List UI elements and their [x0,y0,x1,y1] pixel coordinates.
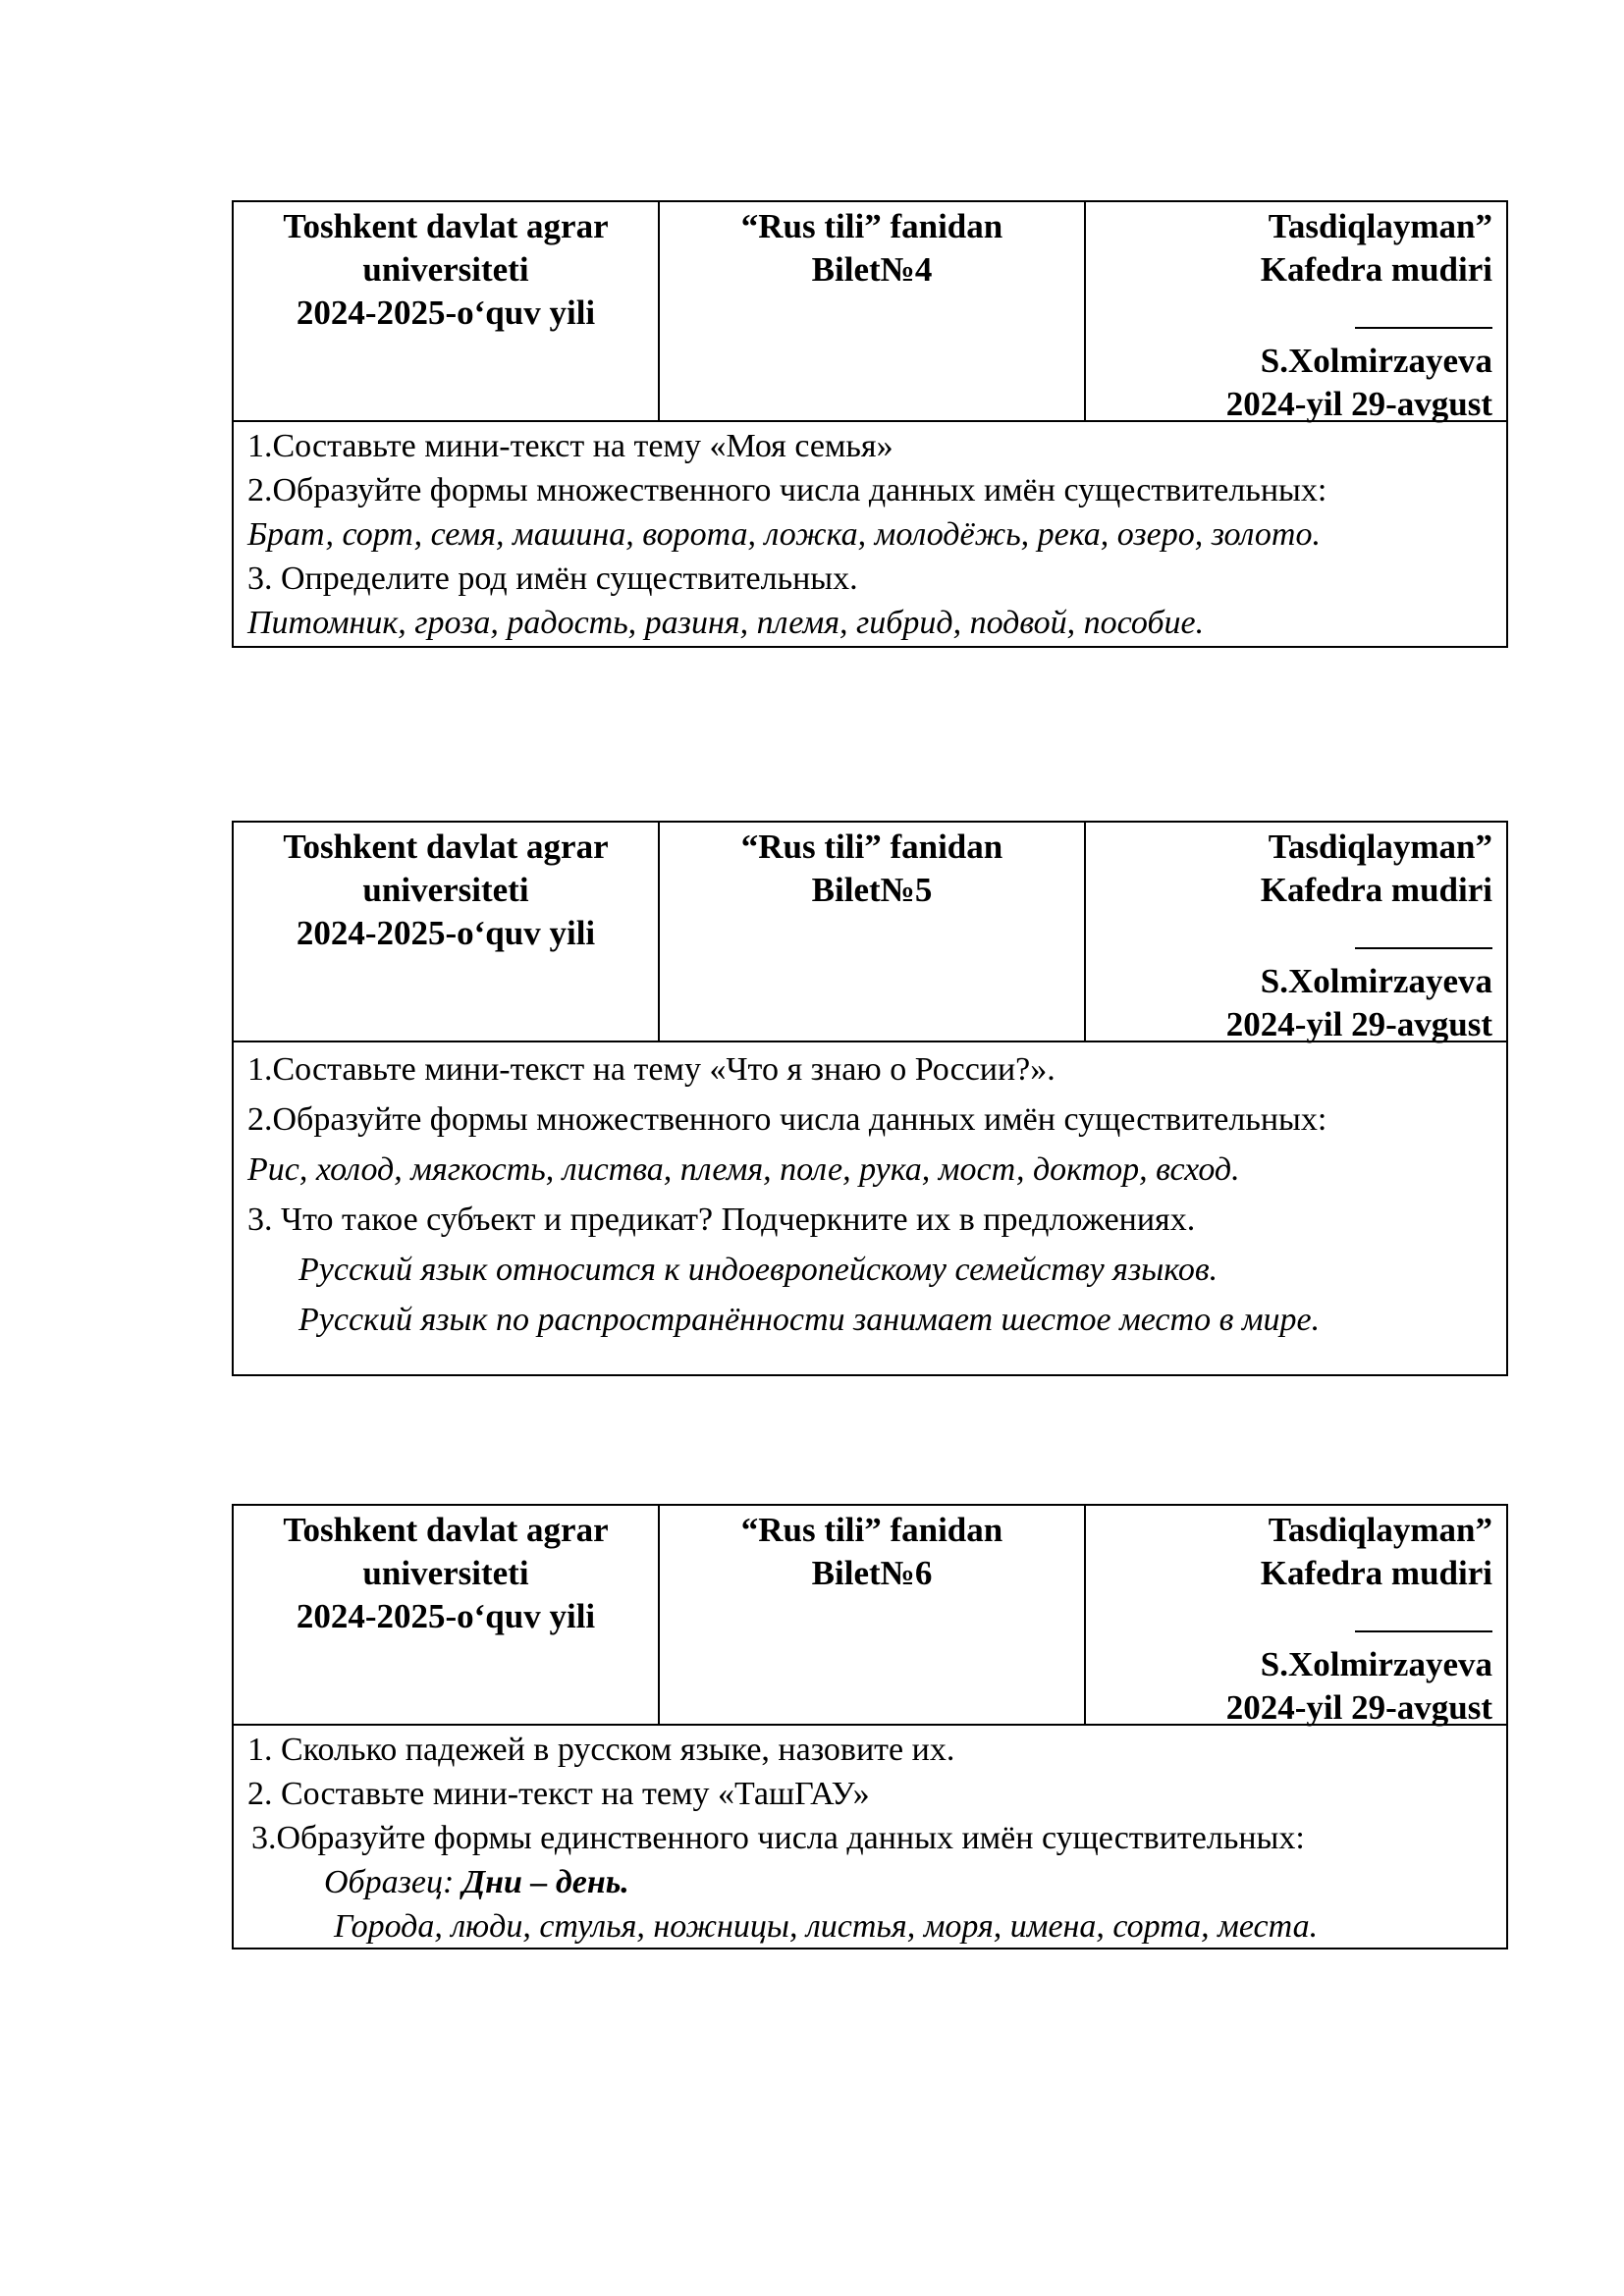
department-head-name: S.Xolmirzayeva [1260,1645,1492,1683]
subject-cell [660,202,1086,420]
question-1: 1. Сколько падежей в русском языке, назовите их. [247,1732,955,1768]
question-2-words: Рис, холод, мягкость, листва, племя, поле, рука, мост, доктор, всход. [247,1151,1240,1188]
university-name-line2: universiteti [362,250,529,289]
ticket-5 [232,821,1508,1376]
university-cell [234,202,660,420]
ticket-header [234,823,1506,1042]
sample-value: Дни – день. [461,1864,629,1900]
approval-date: 2024-yil 29-avgust [1225,1688,1492,1727]
subject-title: “Rus tili” fanidan [740,1511,1003,1549]
department-head-name: S.Xolmirzayeva [1260,342,1492,380]
university-cell [234,823,660,1041]
university-name-line2: universiteti [362,1554,529,1592]
university-name-line1: Toshkent davlat agrar [283,828,609,866]
question-3-sentence-1: Русский язык относится к индоевропейскому семейству языков. [298,1252,1218,1288]
ticket-questions [234,1726,1506,1948]
academic-year: 2024-2025-o‘quv yili [296,1597,596,1635]
ticket-6 [232,1504,1508,1949]
university-cell [234,1506,660,1724]
ticket-questions [234,1042,1506,1374]
question-3: 3. Определите род имён существительных. [247,561,858,597]
university-name-line2: universiteti [362,871,529,909]
subject-cell [660,823,1086,1041]
department-head-name: S.Xolmirzayeva [1260,962,1492,1000]
approval-title: Tasdiqlayman” [1268,1511,1492,1549]
sample-row [247,1860,1506,1904]
ticket-number: Bilet№4 [811,250,933,289]
question-2: 2.Образуйте формы множественного числа данных имён существительных: [247,472,1327,508]
question-1: 1.Составьте мини-текст на тему «Что я знаю о России?». [247,1051,1056,1088]
department-head-title: Kafedra mudiri [1260,871,1492,909]
question-2-words: Брат, сорт, семя, машина, ворота, ложка, молодёжь, река, озеро, золото. [247,516,1321,553]
question-3: 3. Что такое субъект и предикат? Подчеркните их в предложениях. [247,1201,1196,1238]
signature-line [1355,292,1492,329]
subject-title: “Rus tili” fanidan [740,207,1003,245]
signature-line-row [1086,1595,1492,1643]
approval-title: Tasdiqlayman” [1268,828,1492,866]
academic-year: 2024-2025-o‘quv yili [296,294,596,332]
subject-title: “Rus tili” fanidan [740,828,1003,866]
academic-year: 2024-2025-o‘quv yili [296,914,596,952]
university-name-line1: Toshkent davlat agrar [283,1511,609,1549]
approval-cell [1086,202,1506,423]
university-name-line1: Toshkent davlat agrar [283,207,609,245]
question-1: 1.Составьте мини-текст на тему «Моя семья» [247,428,893,464]
ticket-number: Bilet№6 [811,1554,933,1592]
ticket-questions [234,422,1506,646]
approval-cell [1086,1506,1506,1727]
question-3-sentence-2: Русский язык по распространённости занимает шестое место в мире. [298,1302,1321,1338]
department-head-title: Kafedra mudiri [1260,250,1492,289]
department-head-title: Kafedra mudiri [1260,1554,1492,1592]
question-3-words: Питомник, гроза, радость, разиня, племя, гибрид, подвой, пособие. [247,605,1205,641]
ticket-header [234,1506,1506,1726]
signature-line [1355,1595,1492,1632]
signature-line [1355,912,1492,949]
question-2: 2. Составьте мини-текст на тему «ТашГАУ» [247,1776,870,1812]
subject-cell [660,1506,1086,1724]
question-2: 2.Образуйте формы множественного числа данных имён существительных: [247,1101,1327,1138]
question-3: 3.Образуйте формы единственного числа данных имён существительных: [251,1820,1305,1856]
question-3-words: Города, люди, стулья, ножницы, листья, моря, имена, сорта, места. [334,1908,1319,1945]
approval-title: Tasdiqlayman” [1268,207,1492,245]
signature-line-row [1086,912,1492,960]
signature-line-row [1086,292,1492,340]
ticket-4 [232,200,1508,648]
sample-label: Образец: [324,1864,455,1900]
approval-cell [1086,823,1506,1041]
ticket-header [234,202,1506,422]
approval-date: 2024-yil 29-avgust [1225,385,1492,423]
ticket-number: Bilet№5 [811,871,933,909]
approval-date: 2024-yil 29-avgust [1225,1005,1492,1043]
